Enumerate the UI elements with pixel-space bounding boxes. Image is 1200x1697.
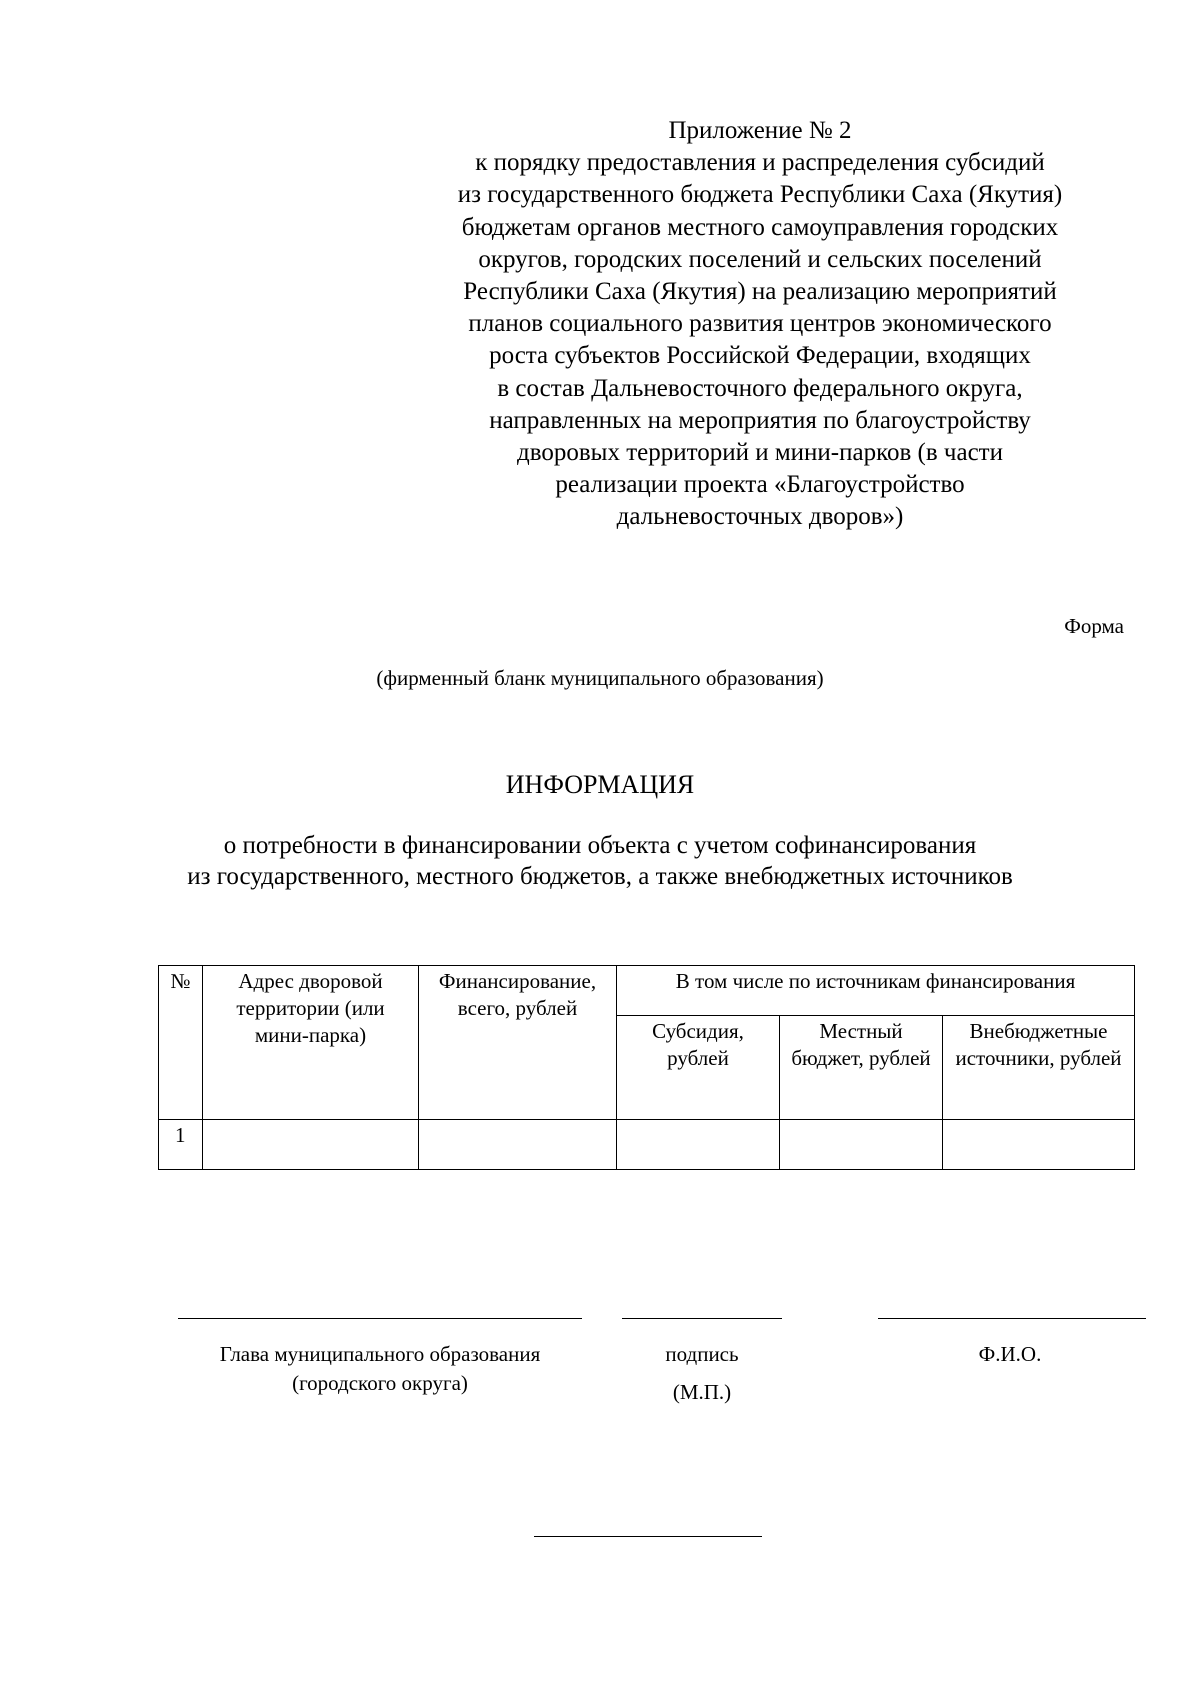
appendix-line: Республики Саха (Якутия) на реализацию мероприятий [463, 278, 1057, 306]
header-subsidy: Субсидия, рублей [617, 1016, 780, 1120]
signature-caption [622, 1340, 782, 1407]
appendix-line: к порядку предоставления и распределения субсидий [475, 149, 1045, 177]
cell-number: 1 [159, 1120, 203, 1170]
cell-subsidy [617, 1120, 780, 1170]
head-caption-line-2: (городского округа) [292, 1371, 468, 1395]
cell-extrabudgetary [943, 1120, 1135, 1170]
form-label: Форма [1064, 614, 1124, 638]
appendix-line: реализации проекта «Благоустройство [555, 471, 965, 499]
header-number: № [159, 966, 203, 1120]
seal-label: (М.П.) [672, 1380, 732, 1404]
appendix-line: бюджетам органов местного самоуправления городских [461, 213, 1059, 241]
appendix-line: из государственного бюджета Республики Саха (Якутия) [457, 181, 1063, 209]
appendix-line: округов, городских поселений и сельских поселений [478, 245, 1042, 273]
appendix-line: в состав Дальневосточного федерального округа, [497, 374, 1023, 402]
appendix-line: Приложение № 2 [668, 117, 852, 144]
header-address: Адрес дворовой территории (или мини-парка) [203, 966, 419, 1120]
subtitle-line-1: о потребности в финансировании объекта с учетом софинансирования [223, 832, 977, 859]
appendix-block [380, 115, 1140, 534]
header-extrabudgetary: Внебюджетные источники, рублей [943, 1016, 1135, 1120]
name-line [878, 1318, 1146, 1319]
cell-address [203, 1120, 419, 1170]
signature-label: подпись [665, 1342, 739, 1366]
document-title: ИНФОРМАЦИЯ [505, 770, 695, 799]
header-total-funding: Финансирование, всего, рублей [419, 966, 617, 1120]
head-caption-line-1: Глава муниципального образования [219, 1342, 541, 1366]
name-caption: Ф.И.О. [978, 1342, 1042, 1366]
cell-local-budget [780, 1120, 943, 1170]
letterhead-note: (фирменный бланк муниципального образования) [376, 666, 824, 690]
table-row [159, 1120, 1135, 1170]
signature-line [622, 1318, 782, 1319]
appendix-line: дальневосточных дворов») [616, 503, 904, 531]
header-funding-sources: В том числе по источникам финансирования [617, 966, 1135, 1016]
funding-table [158, 965, 1135, 1170]
subtitle-line-2: из государственного, местного бюджетов, а также внебюджетных источников [187, 863, 1013, 890]
appendix-line: планов социального развития центров экономического [468, 310, 1052, 338]
document-subtitle [0, 830, 1200, 892]
closing-separator-line [534, 1536, 762, 1537]
cell-total [419, 1120, 617, 1170]
appendix-line: роста субъектов Российской Федерации, входящих [489, 342, 1031, 370]
appendix-line: направленных на мероприятия по благоустройству [489, 406, 1031, 434]
head-caption [160, 1340, 600, 1398]
head-signature-line [178, 1318, 582, 1319]
header-local-budget: Местный бюджет, рублей [780, 1016, 943, 1120]
appendix-line: дворовых территорий и мини-парков (в части [517, 439, 1003, 467]
